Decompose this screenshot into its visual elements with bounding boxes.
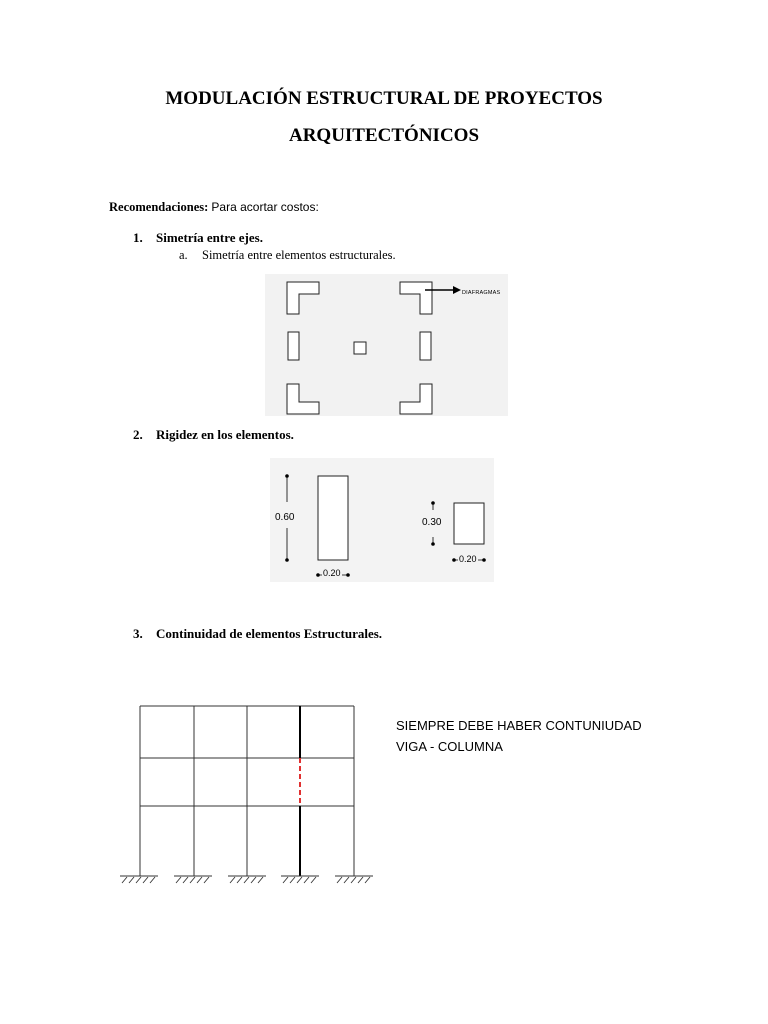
- document-title-line-2: ARQUITECTÓNICOS: [288, 125, 480, 146]
- column-tall: [318, 476, 348, 560]
- diafragmas-label: DIAFRAGMAS: [462, 290, 501, 296]
- center-column: [354, 342, 366, 354]
- subitem-text: Simetría entre elementos estructurales.: [202, 248, 396, 262]
- l-wall-top-left: [287, 282, 319, 314]
- l-wall-bottom-left: [287, 384, 319, 414]
- rigidity-figure: [270, 458, 494, 582]
- l-wall-bottom-right: [400, 384, 432, 414]
- dimension-width-short: 0.20: [459, 554, 477, 564]
- dimension-width-tall: 0.20: [323, 568, 341, 578]
- document-title-line-1: MODULACIÓN ESTRUCTURAL DE PROYECTOS: [165, 88, 603, 109]
- support-5: [335, 876, 373, 883]
- frame-drawing: [110, 700, 390, 890]
- dimension-height-tall: 0.60: [275, 512, 295, 523]
- continuity-note-line-1: SIEMPRE DEBE HABER CONTUNIUDAD: [396, 718, 642, 733]
- item-1-text: Simetría entre ejes.: [156, 230, 263, 245]
- support-2: [174, 876, 212, 883]
- item-3-number: 3.: [133, 626, 143, 641]
- symmetry-figure: [265, 274, 508, 416]
- item-2-text: Rigidez en los elementos.: [156, 427, 294, 442]
- item-1-number: 1.: [133, 230, 143, 245]
- support-1: [120, 876, 158, 883]
- wall-right-middle: [420, 332, 431, 360]
- fixed-supports: [120, 876, 373, 883]
- subitem-letter: a.: [179, 248, 188, 262]
- item-3-text: Continuidad de elementos Estructurales.: [156, 626, 383, 641]
- intro-paragraph: [109, 200, 319, 215]
- column-short: [454, 503, 484, 544]
- support-3: [228, 876, 266, 883]
- l-wall-top-right: [400, 282, 432, 314]
- intro-text: Para acortar costos:: [211, 200, 319, 214]
- dimension-height-short: 0.30: [422, 517, 442, 528]
- intro-label: Recomendaciones:: [109, 200, 209, 214]
- frame-grid: [140, 706, 354, 876]
- continuity-note-line-2: VIGA - COLUMNA: [396, 739, 503, 754]
- wall-left-middle: [288, 332, 299, 360]
- support-4: [281, 876, 319, 883]
- item-2-number: 2.: [133, 427, 143, 442]
